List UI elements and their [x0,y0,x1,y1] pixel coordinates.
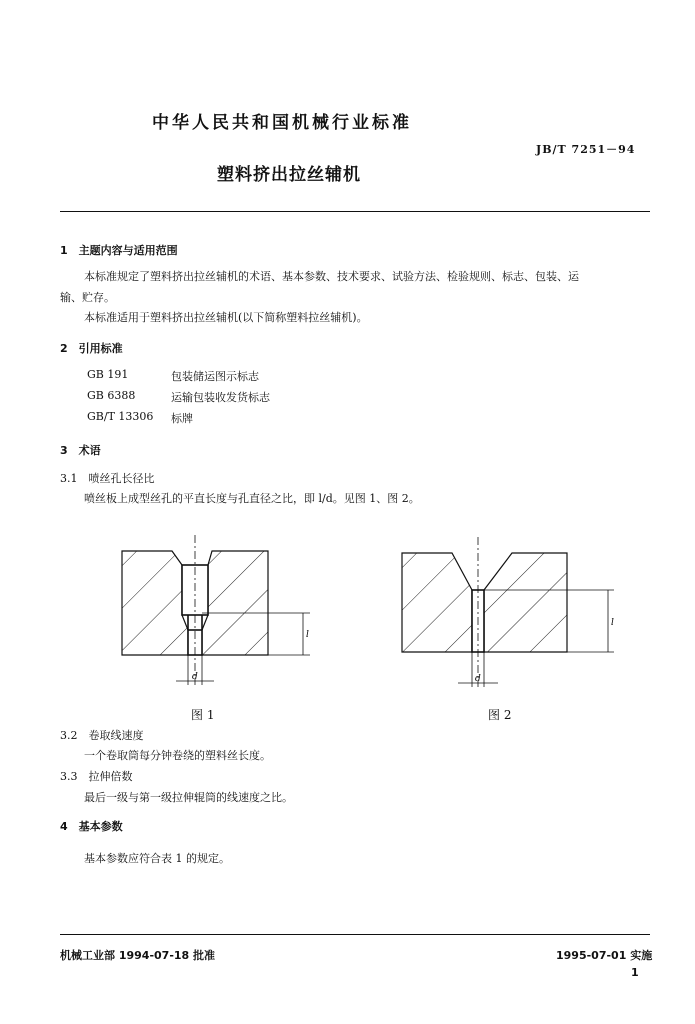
approval-date: 机械工业部 1994-07-18 批准 [60,949,216,962]
term-3-3-heading: 3.3 拉伸倍数 [60,770,133,783]
section-1-paragraph-2: 本标准适用于塑料挤出拉丝辅机(以下简称塑料拉丝辅机)。 [84,311,368,324]
section-1-paragraph-1-line-2: 输、贮存。 [60,291,115,304]
figure-1-drawing [110,535,430,695]
ref-title: 运输包装收发货标志 [171,391,270,404]
section-4-body: 基本参数应符合表 1 的规定。 [84,852,230,865]
term-3-3-body: 最后一级与第一级拉伸辊筒的线速度之比。 [84,791,293,804]
section-1-paragraph-1-line-1: 本标准规定了塑料挤出拉丝辅机的术语、基本参数、技术要求、试验方法、检验规则、标志、包装、运 [84,270,579,283]
section-4-heading: 4 基本参数 [60,820,123,833]
term-3-2-body: 一个卷取筒每分钟卷绕的塑料丝长度。 [84,749,271,762]
figure-2-caption: 图 2 [488,708,512,722]
ref-title: 标牌 [171,412,193,425]
footer-rule [60,934,650,935]
ref-code: GB 6388 [87,389,136,402]
standard-number: JB/T 7251－94 [536,143,636,156]
section-1-heading: 1 主题内容与适用范围 [60,244,178,257]
term-3-2-heading: 3.2 卷取线速度 [60,729,144,742]
page-number: 1 [631,966,639,979]
term-3-1-heading: 3.1 喷丝孔长径比 [60,472,155,485]
document-title: 塑料挤出拉丝辅机 [217,165,361,185]
ref-code: GB/T 13306 [87,410,154,423]
fig2-label-d: d [475,674,481,684]
ref-code: GB 191 [87,368,129,381]
issuing-body-title: 中华人民共和国机械行业标准 [152,113,412,133]
fig1-label-l: l [306,630,309,640]
figure-2-drawing [392,535,632,695]
header-rule [60,211,650,212]
figure-1-caption: 图 1 [191,708,215,722]
ref-title: 包装储运图示标志 [171,370,259,383]
term-3-1-body: 喷丝板上成型丝孔的平直长度与孔直径之比，即 l/d。见图 1、图 2。 [84,492,420,505]
fig1-label-d: d [192,672,198,682]
section-2-heading: 2 引用标准 [60,342,123,355]
section-3-heading: 3 术语 [60,444,101,457]
fig2-label-l: l [611,618,614,628]
implementation-date: 1995-07-01 实施 [556,949,653,962]
